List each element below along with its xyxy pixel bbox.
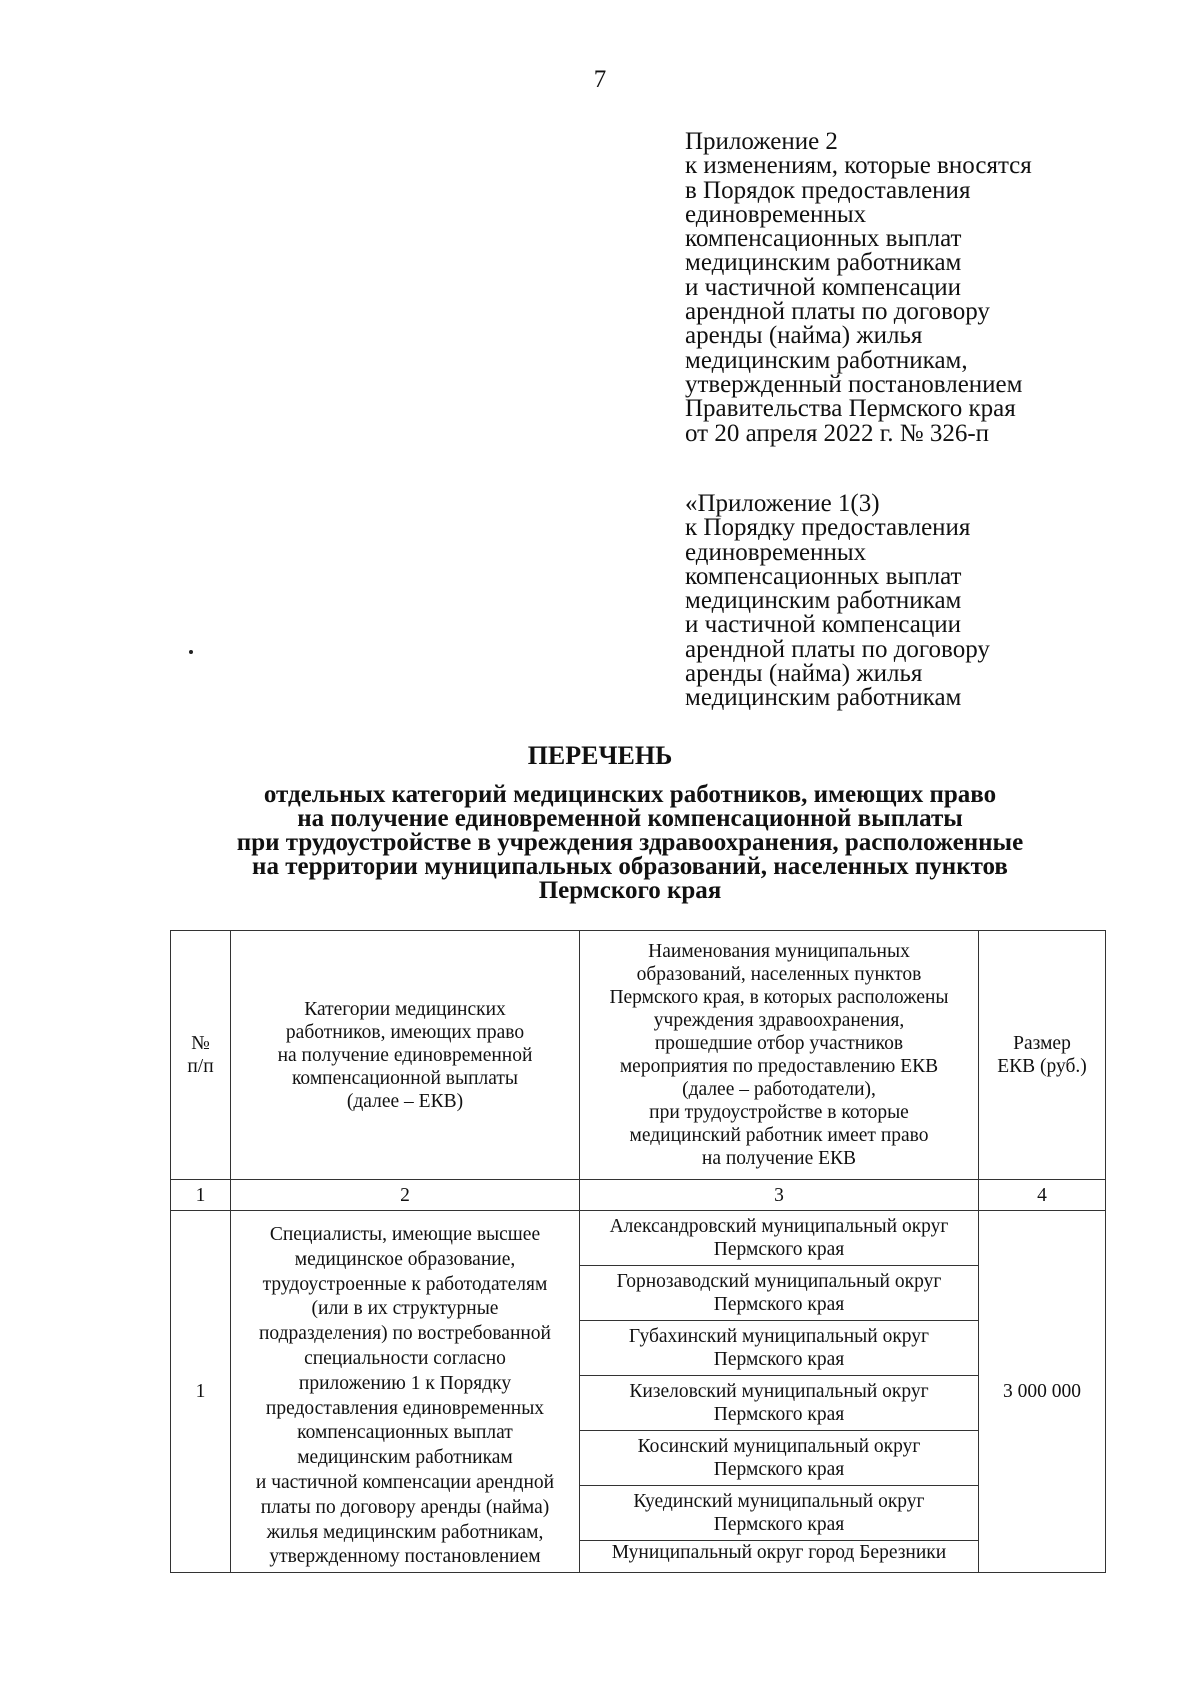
municipality-cell: Кизеловский муниципальный округ Пермского края [580,1376,979,1431]
appendix-line: медицинским работникам, [685,346,968,374]
appendix-line: «Приложение 1(3) [685,490,880,517]
document-title: ПЕРЕЧЕНЬ [527,741,673,770]
column-number: 2 [231,1180,580,1211]
row-number: 1 [171,1211,231,1573]
appendix-line: медицинским работникам [685,249,962,277]
header-municipalities: Наименования муниципальных образований, населенных пунктов Пермского края, в которых расположены учреждения здравоохранения, прошедшие отбор участников мероприятия по предоставлению ЕКВ (далее – работодатели), при трудоустройстве в которые медицинский работник имеет право на получение ЕКВ [580,931,979,1180]
appendix-line: аренды (найма) жилья [685,322,923,350]
table-header-row [171,931,1106,1180]
appendix-line: медицинским работникам [685,684,962,712]
categories-table [170,930,1106,1573]
municipality-cell: Муниципальный округ город Березники [580,1541,979,1573]
column-number: 3 [580,1180,979,1211]
appendix-line: в Порядок предоставления [685,176,971,204]
municipality-cell: Косинский муниципальный округ Пермского края [580,1431,979,1486]
appendix-line: и частичной компенсации [685,611,961,639]
appendix-line: арендной платы по договору [685,298,990,326]
municipality-cell: Александровский муниципальный округ Пермского края [580,1211,979,1266]
appendix-line: утвержденный постановлением [685,370,1023,398]
appendix-line: арендной платы по договору [685,635,990,663]
column-number: 1 [171,1180,231,1211]
appendix-line: Приложение 2 [685,128,838,155]
header-amount: Размер ЕКВ (руб.) [979,931,1106,1180]
appendix-line: от 20 апреля 2022 г. № 326-п [685,419,990,447]
appendix-line: Правительства Пермского края [685,395,1016,423]
page-number: 7 [593,66,607,93]
appendix-line: единовременных [685,538,867,566]
appendix-line: медицинским работникам [685,587,962,615]
appendix-line: к изменениям, которые вносятся [685,152,1032,180]
appendix-line: аренды (найма) жилья [685,660,923,688]
ekv-amount: 3 000 000 [979,1211,1106,1573]
column-number: 4 [979,1180,1106,1211]
appendix-1-3-block [685,492,1155,711]
subtitle-line: на территории муниципальных образований, населенных пунктов [252,853,1008,880]
municipality-cell: Горнозаводский муниципальный округ Пермского края [580,1266,979,1321]
table-row [171,1211,1106,1266]
appendix-line: к Порядку предоставления [685,514,971,542]
scan-artifact-dot [189,650,193,654]
appendix-line: единовременных [685,200,867,228]
document-subtitle [150,783,1110,903]
column-numbers-row [171,1180,1106,1211]
header-category: Категории медицинских работников, имеющих право на получение единовременной компенсационной выплаты (далее – ЕКВ) [231,931,580,1180]
appendix-line: и частичной компенсации [685,273,961,301]
header-number: № п/п [171,931,231,1180]
appendix-line: компенсационных выплат [685,225,962,253]
appendix-line: компенсационных выплат [685,562,962,590]
subtitle-line: при трудоустройстве в учреждения здравоохранения, расположенные [236,829,1024,856]
subtitle-line: Пермского края [538,877,722,904]
municipality-cell: Куединский муниципальный округ Пермского края [580,1486,979,1541]
appendix-2-block [685,130,1155,446]
subtitle-line: на получение единовременной компенсационной выплаты [297,805,963,832]
municipality-cell: Губахинский муниципальный округ Пермского края [580,1321,979,1376]
subtitle-line: отдельных категорий медицинских работников, имеющих право [263,781,997,808]
category-description: Специалисты, имеющие высшее медицинское образование, трудоустроенные к работодателям (или в их структурные подразделения) по востребованной специальности согласно приложению 1 к Порядку предоставления единовременных компенсационных выплат медицинским работникам и частичной компенсации арендной платы по договору аренды (найма) жилья медицинским работникам, утвержденному постановлением [231,1211,580,1573]
